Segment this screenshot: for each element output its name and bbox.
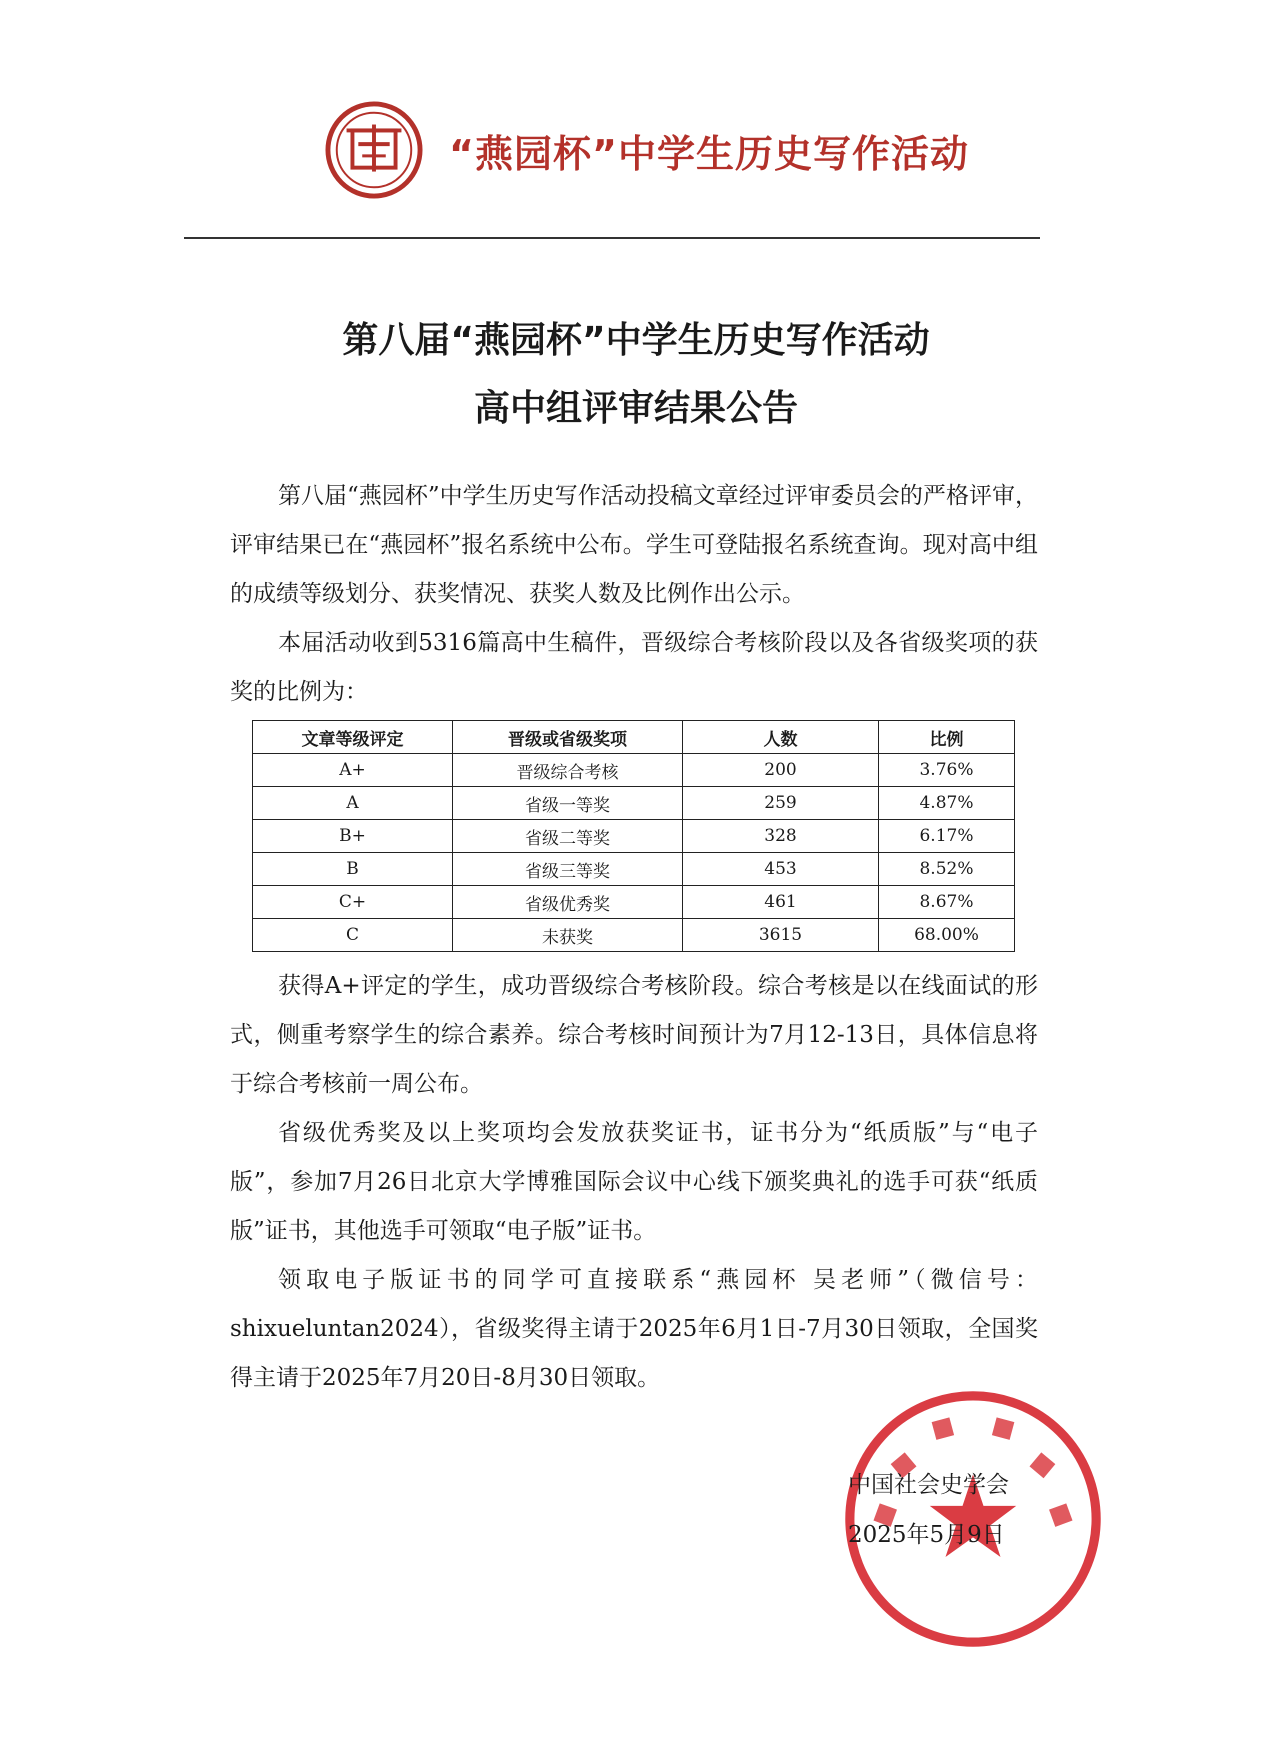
cell-grade: B+ [253, 820, 453, 853]
cell-grade: C+ [253, 886, 453, 919]
cell-award: 省级三等奖 [453, 853, 683, 886]
cell-grade: A+ [253, 754, 453, 787]
cell-count: 200 [683, 754, 879, 787]
table-row [253, 886, 1015, 919]
table-row [253, 919, 1015, 952]
cell-ratio: 68.00% [879, 919, 1015, 952]
table-row [253, 754, 1015, 787]
cell-award: 晋级综合考核 [453, 754, 683, 787]
document-subtitle: 高中组评审结果公告 [473, 388, 798, 429]
cell-count: 461 [683, 886, 879, 919]
results-table [252, 720, 1015, 952]
cell-ratio: 6.17% [879, 820, 1015, 853]
cell-award: 省级一等奖 [453, 787, 683, 820]
letterhead-title: “燕园杯”中学生历史写作活动 [449, 131, 969, 176]
table-header-row [253, 721, 1015, 754]
cell-award: 未获奖 [453, 919, 683, 952]
column-header-grade: 文章等级评定 [253, 721, 453, 754]
paragraph-text: 领取电子版证书的同学可直接联系“燕园杯 吴老师”（微信号：shixueluntan2024），省级奖得主请于2025年6月1日-7月30日领取，全国奖得主请于2025年7月20日-8月30日领取。 [230, 1267, 1038, 1391]
cell-grade: A [253, 787, 453, 820]
cell-ratio: 3.76% [879, 754, 1015, 787]
header-divider [184, 237, 1040, 239]
signature-date: 2025年5月9日 [848, 1522, 1005, 1548]
table-row [253, 787, 1015, 820]
cell-count: 453 [683, 853, 879, 886]
cell-count: 328 [683, 820, 879, 853]
paragraph-text: 获得A+评定的学生，成功晋级综合考核阶段。综合考核是以在线面试的形式，侧重考察学生的综合素养。综合考核时间预计为7月12-13日，具体信息将于综合考核前一周公布。 [230, 973, 1038, 1097]
column-header-count: 人数 [683, 721, 879, 754]
column-header-ratio: 比例 [879, 721, 1015, 754]
signature-organization: 中国社会史学会 [848, 1472, 1009, 1498]
cell-ratio: 8.67% [879, 886, 1015, 919]
paragraph-intro [230, 472, 1038, 619]
cell-count: 3615 [683, 919, 879, 952]
document-title: 第八届“燕园杯”中学生历史写作活动 [342, 320, 930, 361]
cell-count: 259 [683, 787, 879, 820]
cell-ratio: 4.87% [879, 787, 1015, 820]
cell-ratio: 8.52% [879, 853, 1015, 886]
cell-award: 省级优秀奖 [453, 886, 683, 919]
cell-grade: B [253, 853, 453, 886]
table-row [253, 853, 1015, 886]
paragraph-text: 第八届“燕园杯”中学生历史写作活动投稿文章经过评审委员会的严格评审，评审结果已在“燕园杯”报名系统中公布。学生可登陆报名系统查询。现对高中组的成绩等级划分、获奖情况、获奖人数及比例作出公示。 [230, 483, 1038, 607]
paragraph-stats [230, 619, 1038, 717]
cell-grade: C [253, 919, 453, 952]
yanyuan-cup-logo-icon [325, 101, 423, 199]
paragraph-text: 本届活动收到5316篇高中生稿件，晋级综合考核阶段以及各省级奖项的获奖的比例为： [230, 630, 1038, 705]
column-header-award: 晋级或省级奖项 [453, 721, 683, 754]
letterhead [325, 100, 969, 200]
table-row [253, 820, 1015, 853]
cell-award: 省级二等奖 [453, 820, 683, 853]
paragraph-group-details [230, 962, 1038, 1403]
paragraph-text: 省级优秀奖及以上奖项均会发放获奖证书，证书分为“纸质版”与“电子版”，参加7月26日北京大学博雅国际会议中心线下颁奖典礼的选手可获“纸质版”证书，其他选手可领取“电子版”证书。 [230, 1120, 1038, 1244]
